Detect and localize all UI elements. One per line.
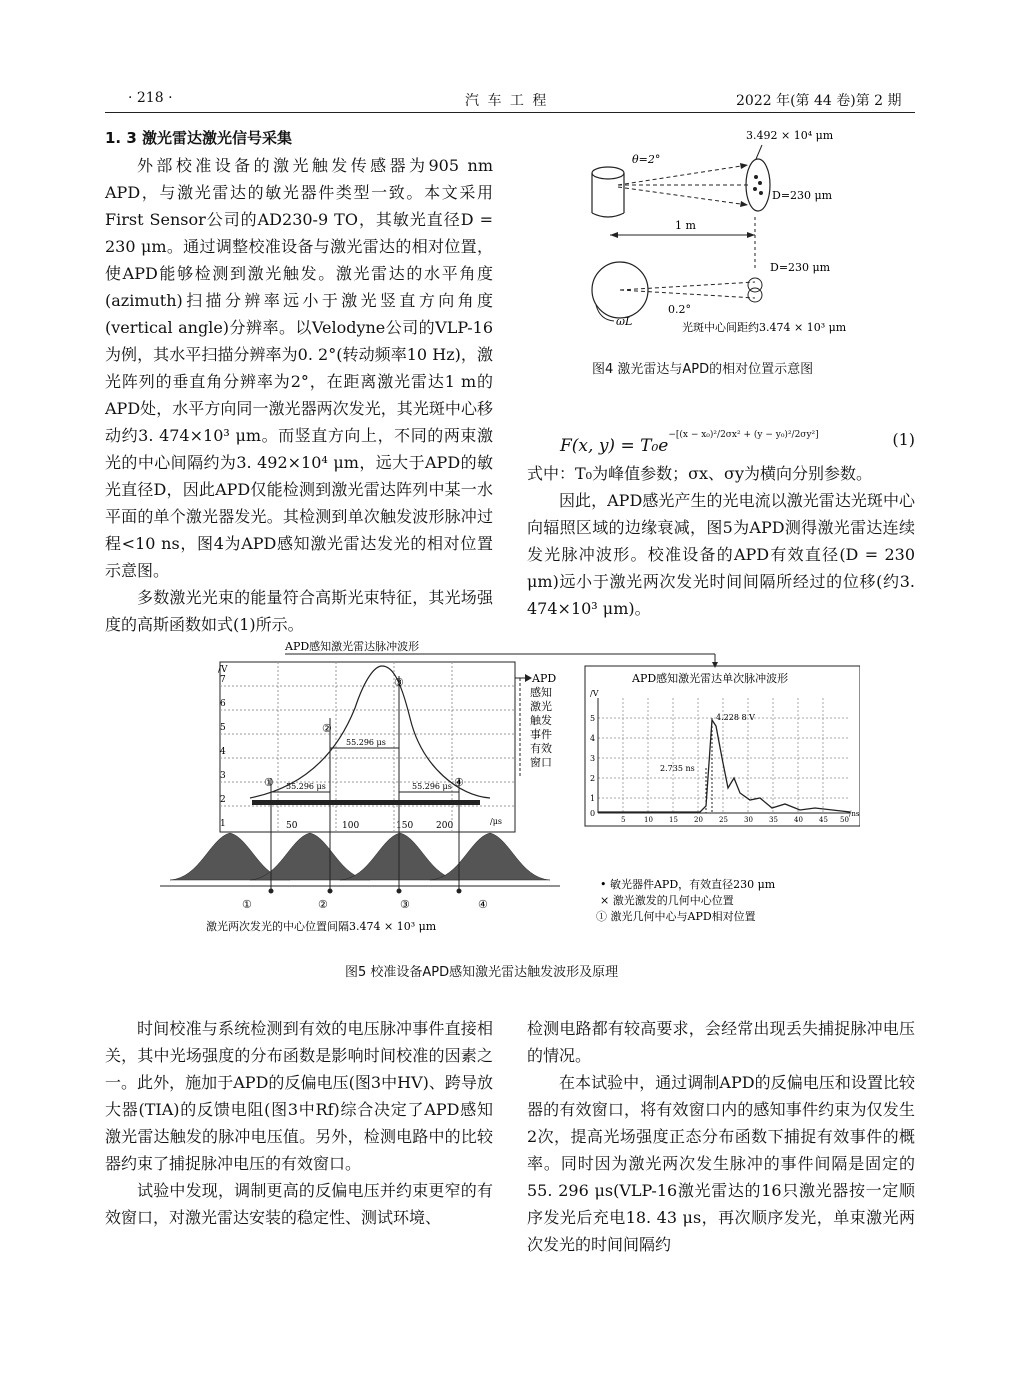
issue-info: 2022 年(第 44 卷)第 2 期 (736, 93, 902, 109)
fig5-circled-bottom-4: ④ (478, 898, 488, 911)
header-rule (105, 112, 915, 113)
fig5-xtick: 200 (436, 821, 454, 831)
fig5-xtick: 100 (342, 821, 360, 831)
right-column-bottom (527, 1015, 915, 1258)
fig5-time-label: 2.735 ns (660, 764, 695, 773)
fig5-bottom-label: 激光两次发光的中心位置间隔3.474 × 10³ μm (206, 920, 437, 933)
fig5-ytick: 2 (220, 795, 226, 805)
fig5-right-ytick: 0 (590, 809, 596, 818)
fig5-right-xtick: 5 (621, 816, 626, 824)
fig5-left-title: APD感知激光雷达脉冲波形 (285, 640, 420, 653)
equation-lhs: F(x, y) = T₀e (560, 436, 669, 456)
fig5-peak-label: 4.228 8 V (716, 713, 755, 722)
fig5-interval-label: 55.296 μs (412, 782, 452, 791)
fig5-right-xtick: 40 (794, 816, 803, 824)
fig5-ytick: 3 (220, 771, 226, 781)
fig5-right-xtick: 10 (644, 816, 653, 824)
fig5-window-label: 激光 (530, 700, 552, 713)
fig5-gaussian-spots (170, 833, 550, 880)
fig5-window-label: APD (532, 672, 557, 685)
fig5-right-ytick: 2 (590, 774, 596, 783)
fig5-right-xtick: 50 (840, 816, 849, 824)
figure-4-diagram (570, 125, 870, 340)
fig5-interval-label: 55.296 μs (346, 738, 386, 747)
fig5-right-xtick: 15 (669, 816, 678, 824)
fig5-right-title: APD感知激光雷达单次脉冲波形 (632, 672, 789, 685)
paragraph: 多数激光光束的能量符合高斯光束特征，其光场强度的高斯函数如式(1)所示。 (105, 588, 493, 634)
equation-number: (1) (892, 430, 915, 449)
fig5-circled-2: ② (322, 722, 332, 735)
page-number: · 218 · (128, 90, 173, 106)
journal-name: 汽 车 工 程 (465, 93, 549, 109)
fig5-circled-bottom-1: ① (242, 898, 252, 911)
figure-4-caption: 图4 激光雷达与APD的相对位置示意图 (592, 362, 814, 377)
fig5-right-ytick: 3 (590, 754, 596, 763)
fig4-spot-label: 光斑中心间距约3.474 × 10³ μm (682, 321, 847, 334)
equation-1 (560, 430, 915, 464)
fig4-angle-label: 0.2° (668, 303, 691, 316)
paragraph: 检测电路都有较高要求，会经常出现丢失捕捉脉冲电压的情况。 (527, 1019, 915, 1065)
left-column-top (105, 125, 493, 638)
fig5-legend-item: • 敏光器件APD，有效直径230 μm (600, 878, 776, 891)
fig5-window-label: 事件 (530, 728, 552, 741)
fig5-right-xunit: /ns (849, 810, 860, 818)
fig4-distance-label: 1 m (675, 219, 696, 232)
fig5-window-label: 窗口 (530, 756, 552, 769)
paragraph: 在本试验中，通过调制APD的反偏电压和设置比较器的有效窗口，将有效窗口内的感知事件约束为仅发生2次，提高光场强度正态分布函数下捕捉有效事件的概率。同时因为激光两次发生脉冲的事件间隔是固定的55. 296 μs(VLP-16激光雷达的16只激光器按一定顺序发光后充电18. 43 μs，再次顺序发光，单束激光两次发光的时间间隔约 (527, 1073, 915, 1254)
fig4-theta-label: θ=2° (632, 153, 661, 166)
fig5-xtick: 150 (396, 821, 414, 831)
fig4-omega-label: ωL (616, 315, 633, 328)
fig5-circled-1: ① (264, 776, 274, 789)
fig5-right-ylabel: /V (590, 689, 599, 698)
section-title: 1. 3 激光雷达激光信号采集 (105, 129, 293, 147)
fig5-window-label: 触发 (530, 714, 552, 727)
fig5-ytick: 4 (220, 747, 226, 757)
paragraph: 外部校准设备的激光触发传感器为905 nm APD，与激光雷达的敏光器件类型一致。本文采用First Sensor公司的AD230-9 TO，其敏光直径D = 230 μm。通过调整校准设备与激光雷达的相对位置，使APD能够检测到激光触发。激光雷达的水平角度(azimuth)扫描分辨率远小于激光竖直方向角度(vertical angle)分辨率。以Velodyne公司的VLP-16为例，其水平扫描分辨率为0. 2°(转动频率10 Hz)，激光阵列的垂直角分辨率为2°，在距离激光雷达1 m的APD处，水平方向同一激光器两次发光，其光斑中心移动约3. 474×10³ μm。而竖直方向上，不同的两束激光的中心间隔约为3. 492×10⁴ μm，远大于APD的敏光直径D，因此APD仅能检测到激光雷达阵列中某一水平面的单个激光器发光。其检测到单次触发波形脉冲过程<10 ns，图4为APD感知激光雷达发光的相对位置示意图。 (105, 156, 493, 580)
fig5-xtick: 50 (286, 821, 298, 831)
fig5-ytick: 5 (220, 723, 226, 733)
fig5-ytick: 6 (220, 699, 226, 709)
fig5-interval-label: 55.296 μs (286, 782, 326, 791)
fig5-right-xtick: 45 (819, 816, 828, 824)
right-column-top (527, 460, 915, 622)
paragraph: 试验中发现，调制更高的反偏电压并约束更窄的有效窗口，对激光雷达安装的稳定性、测试环境、 (105, 1181, 493, 1227)
fig5-window-label: 有效 (530, 742, 552, 755)
paragraph: 因此，APD感光产生的光电流以激光雷达光斑中心向辐照区域的边缘衰减，图5为APD测得激光雷达连续发光脉冲波形。校准设备的APD有效直径(D = 230 μm)远小于激光两次发光时间间隔所经过的位移(约3. 474×10³ μm)。 (527, 491, 915, 618)
fig5-circled-3: ③ (394, 676, 404, 689)
figure-5-diagram (160, 638, 860, 938)
fig5-ytick: 7 (220, 675, 226, 685)
fig5-circled-bottom-3: ③ (400, 898, 410, 911)
fig5-right-ytick: 4 (590, 734, 596, 743)
fig5-circled-bottom-2: ② (318, 898, 328, 911)
paragraph: 式中：T₀为峰值参数；σx、σy为横向分别参数。 (527, 464, 872, 483)
fig5-legend-item: ① 激光几何中心与APD相对位置 (596, 910, 756, 923)
fig5-right-ytick: 1 (590, 794, 596, 803)
left-column-bottom (105, 1015, 493, 1231)
fig5-right-ytick: 5 (590, 714, 596, 723)
fig5-right-xtick: 35 (769, 816, 778, 824)
fig5-legend-item: × 激光激发的几何中心位置 (600, 894, 734, 907)
fig5-xunit: /μs (490, 817, 502, 826)
fig4-diameter-label-2: D=230 μm (770, 261, 831, 274)
fig4-vertical-spacing-label: 3.492 × 10⁴ μm (746, 129, 834, 142)
paragraph: 时间校准与系统检测到有效的电压脉冲事件直接相关，其中光场强度的分布函数是影响时间校准的因素之一。此外，施加于APD的反偏电压(图3中HV)、跨导放大器(TIA)的反馈电阻(图3中Rf)综合决定了APD感知激光雷达触发的脉冲电压值。另外，检测电路中的比较器约束了捕捉脉冲电压的有效窗口。 (105, 1019, 493, 1173)
figure-5-caption: 图5 校准设备APD感知激光雷达触发波形及原理 (345, 965, 619, 980)
fig4-diameter-label-1: D=230 μm (772, 189, 833, 202)
fig5-right-xtick: 20 (694, 816, 703, 824)
equation-exponent: −[(x − x₀)²/2σx² + (y − y₀)²/2σy²] (668, 430, 819, 440)
fig5-right-xtick: 30 (744, 816, 753, 824)
fig5-right-xtick: 25 (719, 816, 728, 824)
fig5-circled-4: ④ (454, 776, 464, 789)
fig5-ytick: 1 (220, 819, 226, 829)
fig5-window-label: 感知 (530, 686, 552, 699)
fig5-ylabel: /V (218, 665, 228, 675)
